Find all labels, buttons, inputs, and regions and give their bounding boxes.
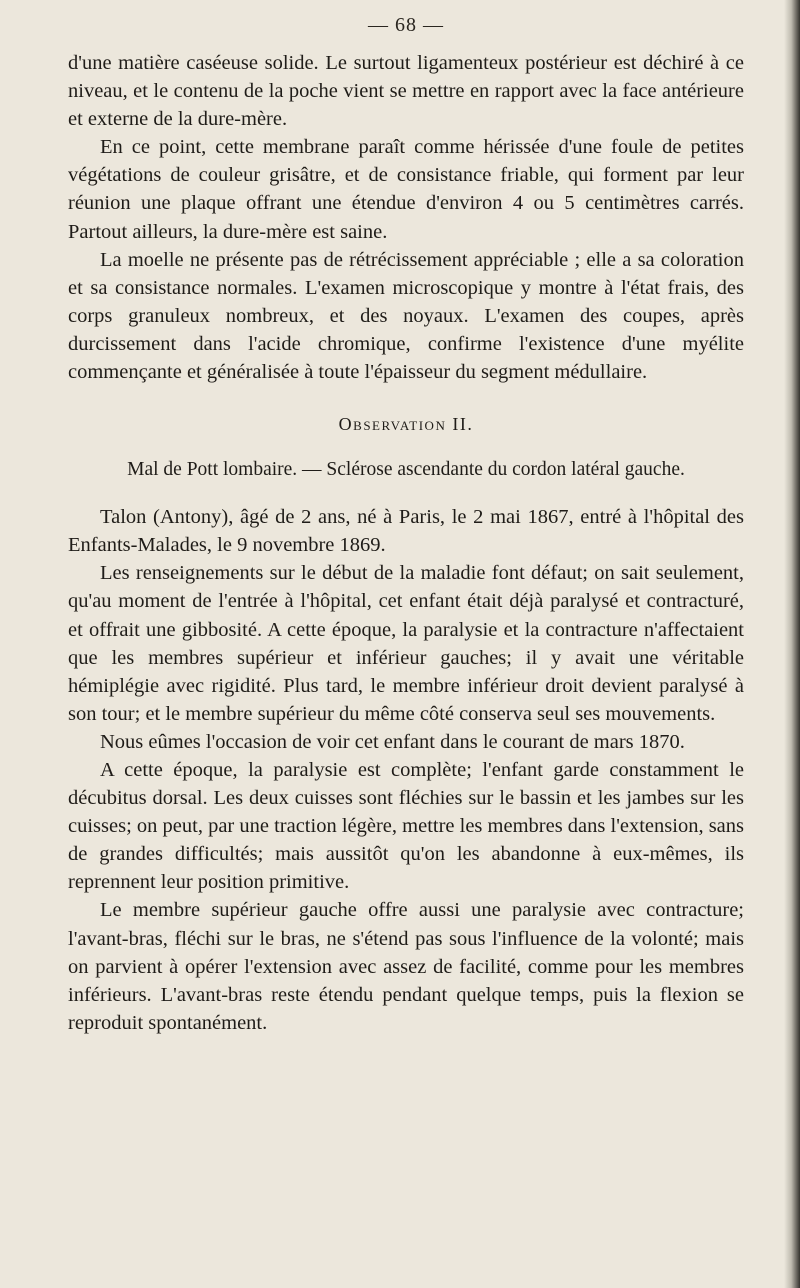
- page-content: [68, 14, 744, 1037]
- paragraph: Nous eûmes l'occasion de voir cet enfant dans le courant de mars 1870.: [100, 730, 685, 753]
- observation-heading: Observation II.: [338, 414, 474, 435]
- paragraph: En ce point, cette membrane paraît comme hérissée d'une foule de petites végétations de couleur grisâtre, et de consistance friable, qui forment par leur réunion une plaque offrant une étendue d'environ 4 ou 5 centimètres carrés. Partout ailleurs, la dure-mère est saine.: [68, 136, 744, 243]
- page-edge-shadow: [784, 0, 800, 1288]
- paragraph: La moelle ne présente pas de rétrécissement appréciable ; elle a sa coloration et sa consistance normales. L'examen microscopique y montre à l'état frais, des corps granuleux nombreux, et des noyaux. L'examen des coupes, après durcissement dans l'acide chromique, confirme l'existence d'une myélite commençante et généralisée à toute l'épaisseur du segment médullaire.: [68, 248, 744, 384]
- paragraph: A cette époque, la paralysie est complète; l'enfant garde constamment le décubitus dorsal. Les deux cuisses sont fléchies sur le bassin et les jambes sur les cuisses; on peut, par une traction légère, mettre les membres dans l'extension, sans de grandes difficultés; mais aussitôt qu'on les abandonne à eux-mêmes, ils reprennent leur position primitive.: [68, 758, 745, 894]
- paragraph: Les renseignements sur le début de la maladie font défaut; on sait seulement, qu'au moment de l'entrée à l'hôpital, cet enfant était déjà paralysé et contracturé, et offrait une gibbosité. A cette époque, la paralysie et la contracture n'affectaient que les membres supérieur et inférieur gauches; il y avait une véritable hémiplégie avec rigidité. Plus tard, le membre inférieur droit devient paralysé à son tour; et le membre supérieur du même côté conserva seul ses mouvements.: [68, 562, 744, 725]
- paragraph: Le membre supérieur gauche offre aussi une paralysie avec contracture; l'avant-bras, fléchi sur le bras, ne s'étend pas sous l'influence de la volonté; mais on parvient à opérer l'extension avec assez de facilité, comme pour les membres inférieurs. L'avant-bras reste étendu pendant quelque temps, puis la flexion se reproduit spontanément.: [68, 899, 744, 1034]
- paragraph: Talon (Antony), âgé de 2 ans, né à Paris, le 2 mai 1867, entré à l'hôpital des Enfants-Malades, le 9 novembre 1869.: [68, 506, 744, 557]
- paragraph: d'une matière caséeuse solide. Le surtout ligamenteux postérieur est déchiré à ce niveau, et le contenu de la poche vient se mettre en rapport avec la face antérieure et externe de la dure-mère.: [68, 52, 744, 131]
- page-number: — 68 —: [368, 14, 444, 36]
- observation-subtitle: Mal de Pott lombaire. — Sclérose ascendante du cordon latéral gauche.: [127, 459, 685, 481]
